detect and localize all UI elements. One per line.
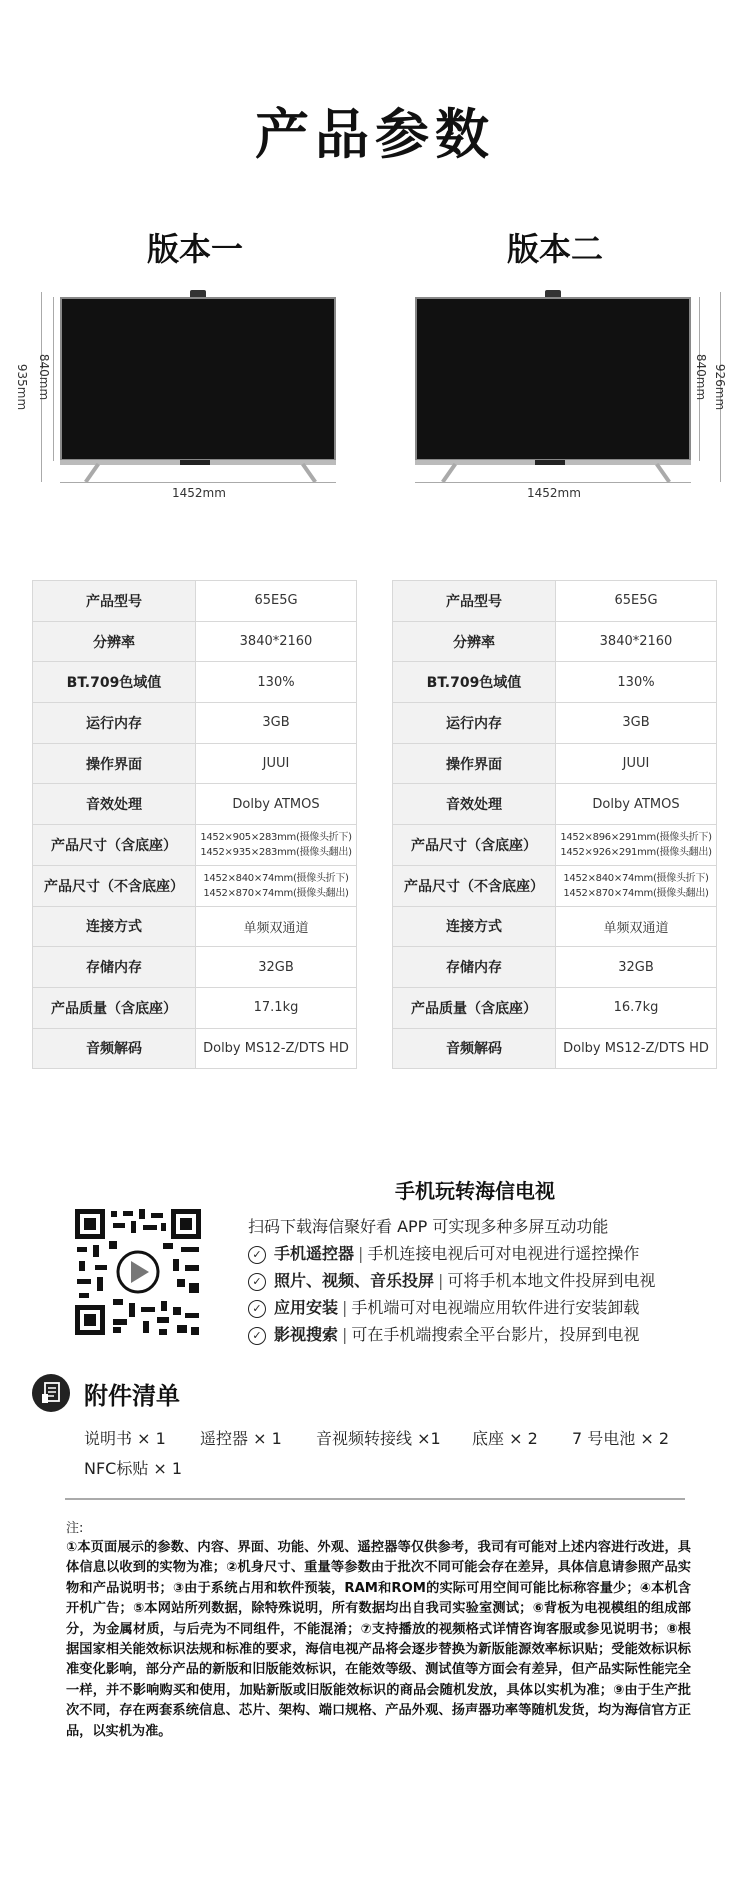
spec-value: JUUI	[556, 743, 717, 784]
table-row	[33, 784, 357, 825]
spec-table-version-one	[32, 580, 357, 1069]
spec-label: 连接方式	[33, 906, 196, 947]
spec-label: 分辨率	[33, 621, 196, 662]
tv-screen	[415, 297, 691, 461]
feature-name: 应用安装	[274, 1298, 339, 1317]
check-circle-icon: ✓	[248, 1327, 266, 1345]
spec-value: 3GB	[196, 703, 357, 744]
tv-leg-right	[301, 463, 317, 483]
table-row	[33, 825, 357, 866]
spec-label: 产品型号	[33, 581, 196, 622]
spec-value-line: 1452×935×283mm(摄像头翻出)	[200, 846, 352, 858]
table-row	[393, 987, 717, 1028]
tv-leg-right	[655, 463, 671, 483]
table-row	[33, 865, 357, 906]
spec-value-line: 1452×870×74mm(摄像头翻出)	[563, 887, 709, 899]
spec-value: JUUI	[196, 743, 357, 784]
feature-name: 影视搜索	[274, 1325, 339, 1344]
accessories-title: 附件清单	[84, 1382, 180, 1410]
width-label: 1452mm	[527, 486, 581, 500]
version-one-title: 版本一	[146, 230, 243, 268]
notes-body: ①本页面展示的参数、内容、界面、功能、外观、遥控器等仅供参考，我司有可能对上述内容进行改进，具体信息以收到的实物为准；②机身尺寸、重量等参数由于批次不同可能会存在差异，具体信息请参照产品实物和产品说明书；③由于系统占用和软件预装，RAM和ROM的实际可用空间可能比标称容量少；④本机含开机广告；⑤本网站所列数据，除特殊说明，所有数据均出自我司实验室测试；⑥背板为电视模组的组成部分，为金属材质，与后壳为不同组件，不能混淆；⑦支持播放的视频格式详情咨询客服或参见说明书；⑧根据国家相关能效标识法规和标准的要求，海信电视产品将会逐步替换为新版能源效率标识贴；受能效标识标准变化影响，部分产品的新版和旧版能效标识，在能效等级、测试值等方面会有差异，但产品实际性能完全一样，并不影响购买和使用，加贴新版或旧版能效标识的商品会随机发放，具体以实机为准；⑨由于生产批次不同，存在两套系统信息、芯片、架构、端口规格、产品外观、扬声器功率等随机发货，均为海信官方正品，以实机为准。	[66, 1540, 691, 1739]
table-row	[393, 743, 717, 784]
notes-label: 注:	[66, 1521, 84, 1536]
table-row	[393, 1028, 717, 1069]
spec-label: 产品质量（含底座）	[33, 987, 196, 1028]
spec-label: 音频解码	[393, 1028, 556, 1069]
table-row	[393, 825, 717, 866]
spec-label: 产品型号	[393, 581, 556, 622]
spec-label: 存储内存	[33, 947, 196, 988]
spec-label: 操作界面	[393, 743, 556, 784]
spec-value	[556, 825, 717, 866]
spec-value	[556, 865, 717, 906]
spec-value-line: 1452×840×74mm(摄像头折下)	[563, 872, 709, 884]
page-title: 产品参数	[255, 103, 495, 166]
spec-value: 130%	[196, 662, 357, 703]
spec-value: 单频双通道	[196, 906, 357, 947]
spec-value: 32GB	[556, 947, 717, 988]
table-row	[393, 662, 717, 703]
table-row	[33, 662, 357, 703]
spec-label: 产品尺寸（不含底座）	[393, 865, 556, 906]
check-circle-icon: ✓	[248, 1246, 266, 1264]
spec-value: 单频双通道	[556, 906, 717, 947]
accessory-item: 7 号电池 × 2	[572, 1429, 670, 1448]
accessory-item: 说明书 × 1	[84, 1429, 166, 1448]
feature-desc: 手机连接电视后可对电视进行遥控操作	[367, 1244, 640, 1263]
table-row	[393, 703, 717, 744]
height-screen-label: 840mm	[37, 353, 52, 401]
spec-label: 存储内存	[393, 947, 556, 988]
table-row	[33, 987, 357, 1028]
spec-table-version-two	[392, 580, 717, 1069]
width-label: 1452mm	[172, 486, 226, 500]
tv-soundbar	[535, 460, 565, 465]
version-two-title: 版本二	[506, 230, 603, 268]
spec-value: 3840*2160	[556, 621, 717, 662]
spec-value: 65E5G	[556, 581, 717, 622]
table-row	[33, 621, 357, 662]
spec-label: 运行内存	[33, 703, 196, 744]
check-circle-icon: ✓	[248, 1300, 266, 1318]
feature-cast: ✓ 照片、视频、音乐投屏 | 可将手机本地文件投屏到电视	[248, 1268, 655, 1291]
feature-install: ✓ 应用安装 | 手机端可对电视端应用软件进行安装卸载	[248, 1295, 639, 1318]
table-row	[33, 703, 357, 744]
tv-leg-left	[441, 463, 457, 483]
qr-code[interactable]	[73, 1207, 203, 1337]
spec-value: 65E5G	[196, 581, 357, 622]
spec-label: 产品质量（含底座）	[393, 987, 556, 1028]
spec-value-line: 1452×905×283mm(摄像头折下)	[200, 831, 352, 843]
feature-name: 手机遥控器	[274, 1244, 355, 1263]
spec-label: BT.709色域值	[393, 662, 556, 703]
spec-value-line: 1452×840×74mm(摄像头折下)	[203, 872, 349, 884]
spec-value-line: 1452×870×74mm(摄像头翻出)	[203, 887, 349, 899]
tv-soundbar	[180, 460, 210, 465]
height-total-label: 926mm	[713, 363, 728, 411]
spec-label: 产品尺寸（含底座）	[33, 825, 196, 866]
spec-label: 连接方式	[393, 906, 556, 947]
accessory-item: 音视频转接线 ×1	[316, 1429, 441, 1448]
spec-value: Dolby ATMOS	[556, 784, 717, 825]
spec-value: Dolby ATMOS	[196, 784, 357, 825]
spec-label: 运行内存	[393, 703, 556, 744]
spec-label: 音效处理	[393, 784, 556, 825]
table-row	[33, 1028, 357, 1069]
table-row	[33, 906, 357, 947]
spec-label: 操作界面	[33, 743, 196, 784]
spec-value-line: 1452×926×291mm(摄像头翻出)	[560, 846, 712, 858]
table-row	[393, 906, 717, 947]
spec-label: BT.709色域值	[33, 662, 196, 703]
table-row	[393, 581, 717, 622]
check-circle-icon: ✓	[248, 1273, 266, 1291]
spec-value: 3GB	[556, 703, 717, 744]
feature-search: ✓ 影视搜索 | 可在手机端搜索全平台影片，投屏到电视	[248, 1322, 639, 1345]
accessory-item: 底座 × 2	[472, 1429, 538, 1448]
spec-value	[196, 865, 357, 906]
phone-subtitle: 扫码下载海信聚好看 APP 可实现多种多屏互动功能	[248, 1217, 609, 1236]
spec-value: Dolby MS12-Z/DTS HD	[556, 1028, 717, 1069]
spec-value: Dolby MS12-Z/DTS HD	[196, 1028, 357, 1069]
tv-screen	[60, 297, 336, 461]
table-row	[393, 865, 717, 906]
spec-value: 3840*2160	[196, 621, 357, 662]
table-row	[33, 581, 357, 622]
height-total-label: 935mm	[15, 363, 30, 411]
divider	[65, 1498, 685, 1500]
spec-label: 分辨率	[393, 621, 556, 662]
table-row	[393, 784, 717, 825]
spec-label: 音效处理	[33, 784, 196, 825]
spec-value-line: 1452×896×291mm(摄像头折下)	[560, 831, 712, 843]
spec-value	[196, 825, 357, 866]
spec-value: 130%	[556, 662, 717, 703]
accessory-item: NFC标贴 × 1	[84, 1459, 183, 1478]
feature-remote: ✓ 手机遥控器 | 手机连接电视后可对电视进行遥控操作	[248, 1241, 639, 1264]
spec-label: 音频解码	[33, 1028, 196, 1069]
feature-desc: 手机端可对电视端应用软件进行安装卸载	[351, 1298, 640, 1317]
document-icon	[32, 1374, 70, 1412]
table-row	[393, 947, 717, 988]
phone-section-title: 手机玩转海信电视	[395, 1179, 555, 1203]
spec-label: 产品尺寸（含底座）	[393, 825, 556, 866]
tv-leg-left	[84, 463, 100, 483]
spec-label: 产品尺寸（不含底座）	[33, 865, 196, 906]
tv-diagram-version-one	[5, 280, 345, 520]
spec-value: 32GB	[196, 947, 357, 988]
accessory-item: 遥控器 × 1	[200, 1429, 282, 1448]
feature-desc: 可在手机端搜索全平台影片，投屏到电视	[351, 1325, 640, 1344]
feature-desc: 可将手机本地文件投屏到电视	[447, 1271, 656, 1290]
table-row	[33, 947, 357, 988]
tv-diagram-version-two	[365, 280, 728, 520]
table-row	[33, 743, 357, 784]
spec-value: 16.7kg	[556, 987, 717, 1028]
height-screen-label: 840mm	[694, 353, 709, 401]
table-row	[393, 621, 717, 662]
spec-value: 17.1kg	[196, 987, 357, 1028]
feature-name: 照片、视频、音乐投屏	[274, 1271, 435, 1290]
